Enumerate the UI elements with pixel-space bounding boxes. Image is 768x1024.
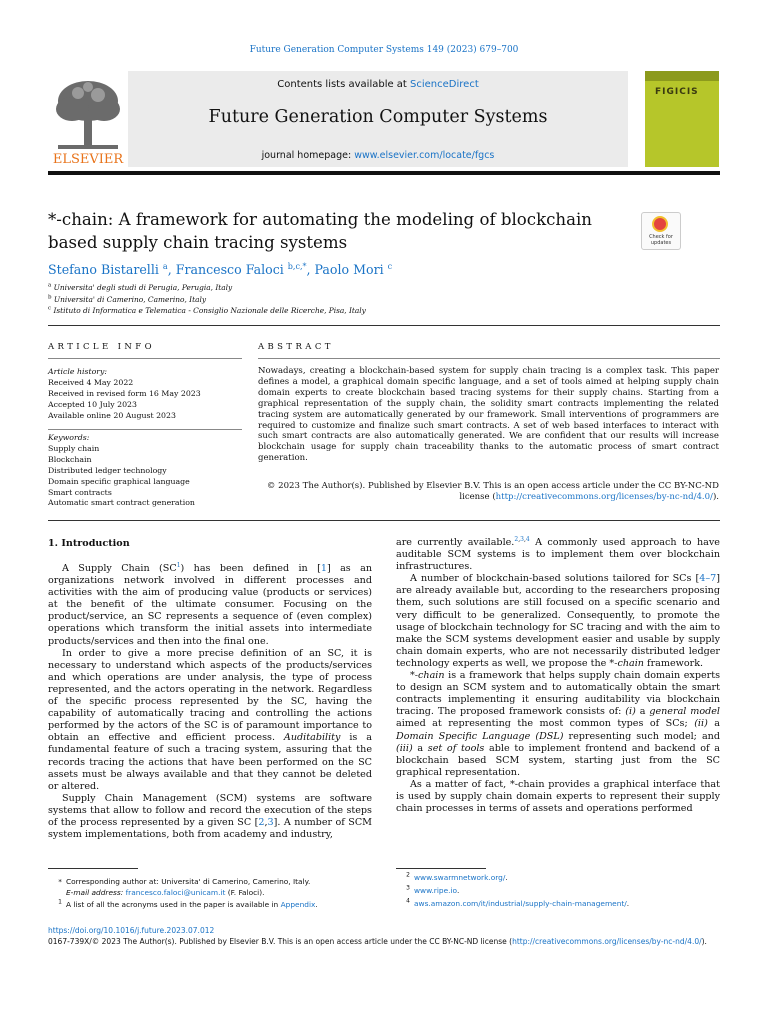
history-item: Accepted 10 July 2023 <box>48 399 137 409</box>
footnote-link[interactable]: www.swarmnetwork.org/ <box>414 873 506 882</box>
body-column-left <box>48 563 372 841</box>
affiliation-item: $^b$ Universita' di Camerino, Camerino, Italy <box>48 294 207 304</box>
author-affiliation-mark: a <box>162 261 168 271</box>
license-link[interactable]: http://creativecommons.org/licenses/by-nc-nd/4.0/ <box>512 937 702 946</box>
author-list: Stefano Bistarelli $^a$, Francesco Faloci $^{b,c,*}$, Paolo Mori $^c$ <box>48 261 393 277</box>
cover-top-strip <box>645 71 719 81</box>
affiliation-item: $^a$ Universita' degli studi di Perugia, Perugia, Italy <box>48 282 233 292</box>
issn-license-line: 0167-739X/© 2023 The Author(s). Published by Elsevier B.V. This is an open access article under the CC BY-NC-ND license (http://creativecommons.org/licenses/by-nc-nd/4.0/). <box>48 937 707 946</box>
author-link[interactable]: Paolo Mori <box>314 262 384 277</box>
header-rule <box>48 171 720 175</box>
history-item: Received 4 May 2022 <box>48 377 134 387</box>
footnotes-right <box>396 872 720 911</box>
footnote-rule <box>48 868 138 869</box>
abstract-heading: ABSTRACT <box>258 342 334 352</box>
footnote-ref[interactable]: 4 <box>525 535 530 543</box>
abstract-copyright: © 2023 The Author(s). Published by Elsevier B.V. This is an open access article under the CC BY-NC-ND license (http://creativecommons.org/licenses/by-nc-nd/4.0/). <box>266 481 719 502</box>
crossmark-icon <box>652 216 668 232</box>
keywords <box>48 433 242 509</box>
keyword-item: Distributed ledger technology <box>48 465 167 475</box>
footnote-link[interactable]: aws.amazon.com/it/industrial/supply-chain-management/ <box>414 898 627 908</box>
crossmark-label: Check for updates <box>649 234 673 246</box>
footnote-item: $^4$ aws.amazon.com/it/industrial/supply-chain-management/. <box>406 897 630 908</box>
elsevier-logo <box>48 71 128 167</box>
footnotes-left <box>48 876 372 910</box>
keyword-item: Domain specific graphical language <box>48 476 190 486</box>
footnote-item: * Corresponding author at: Universita' di Camerino, Camerino, Italy. <box>58 877 311 886</box>
article-history <box>48 367 242 422</box>
footnote-rule <box>396 868 486 869</box>
keyword-item: Automatic smart contract generation <box>48 498 195 508</box>
footnote-item: E-mail address: francesco.faloci@unicam.it (F. Faloci). <box>66 888 265 898</box>
divider <box>258 358 720 359</box>
divider <box>48 429 242 430</box>
paragraph: As a matter of fact, *-chain provides a graphical interface that is used by supply chain domain experts to represent their supply chain processes in terms of assets and operations performed <box>396 778 720 815</box>
cover-title: FIGICIS <box>655 87 699 97</box>
author-link[interactable]: Francesco Faloci <box>175 262 284 277</box>
history-item: Available online 20 August 2023 <box>48 410 176 420</box>
history-item: Received in revised form 16 May 2023 <box>48 388 201 398</box>
keyword-item: Smart contracts <box>48 487 112 497</box>
paragraph: A number of blockchain-based solutions tailored for SCs [4–7] are already available but, according to the researchers proposing them, such solutions are still focused on a specific scenario and very difficult to be generalized. Consequently, to promote the usage of blockchain technology for SC tracing and with the aim to make the SCM systems development easier and usable by supply chain domain experts, who are not necessarily distributed ledger technology experts as well, we propose the *-chain framework. <box>396 573 720 669</box>
divider <box>48 520 720 521</box>
footnote-item: $^2$ www.swarmnetwork.org/. <box>406 871 508 882</box>
affiliation-item: $^c$ Istituto di Informatica e Telematica - Consiglio Nazionale delle Ricerche, Pisa, Italy <box>48 305 366 315</box>
journal-title: Future Generation Computer Systems <box>208 107 548 127</box>
affiliations <box>48 282 366 317</box>
paragraph: A Supply Chain $(SC^1)$ has been defined in [1] as an organizations network involved in different processes and activities with the aim of producing value (products or services) at the benefit of the ultimate consumer. Focusing on the product/service, an SC represents a sequence of (even complex) operations which transform the initial assets into intermediate products/services and then into the final one. <box>48 561 372 647</box>
divider <box>48 325 720 326</box>
license-link[interactable]: http://creativecommons.org/licenses/by-nc-nd/4.0/ <box>495 491 713 502</box>
footnote-ref[interactable]: 2 <box>514 535 519 543</box>
citation-link[interactable]: 1 <box>320 563 327 574</box>
homepage-line: journal homepage: www.elsevier.com/locate/fgcs <box>261 150 495 161</box>
body-column-right <box>396 537 720 815</box>
author-affiliation-mark: b,c,* <box>287 261 307 271</box>
citation-link[interactable]: 3 <box>267 816 274 828</box>
keyword-item: Blockchain <box>48 454 92 464</box>
article-info-heading: ARTICLE INFO <box>48 342 155 352</box>
footnote-ref[interactable]: 3 <box>520 535 524 543</box>
paragraph: In order to give a more precise definition of an SC, it is necessary to understand which aspects of the products/services and which operations are under analysis, the type of process represented, and the actors operating in the network. Regardless of the specific process represented by the SC, having the capability of automatically tracing and controlling the actions performed by the actors of the SC is of paramount importance to obtain an effective and efficient process. Auditability is a fundamental feature of such a tracing system, assuring that the records tracing the actions that have been performed on the SC assets must be always available and that they cannot be deleted or altered. <box>48 647 372 792</box>
keywords-label: Keywords: <box>48 433 90 442</box>
footnote-ref[interactable]: 1 <box>176 561 181 569</box>
article-title: *-chain: A framework for automating the modeling of blockchain based supply chain tracing systems <box>48 210 592 252</box>
contents-line: Contents lists available at ScienceDirect <box>277 79 479 90</box>
doi-link[interactable]: https://doi.org/10.1016/j.future.2023.07.012 <box>48 926 215 935</box>
history-label: Article history: <box>48 367 108 376</box>
homepage-link[interactable]: www.elsevier.com/locate/fgcs <box>354 150 495 161</box>
paragraph: are currently available.$^{2,3,4}$ A commonly used approach to have auditable SCM systems is to implement them over blockchain infrastructures. <box>396 535 720 573</box>
citation-link[interactable]: 2 <box>258 816 265 828</box>
abstract-body: Nowadays, creating a blockchain-based system for supply chain tracing is a complex task. This paper defines a model, a graphical domain specific language, and a set of tools aimed at helping supply chain domain experts to create blockchain based tracing systems for their supply chains. Starting from a graphical representation of the supply chain, the solidity smart contracts implementing the related tracing system are automatically generated by our framework. Small interventions of programmers are required to customize and finalize such smart contracts. A set of web based interfaces to interact with such smart contracts are also automatically generated. We are confident that our results will increase blockchain usage for supply chain traceability thanks to the automatic process of smart contract generation. <box>258 366 719 464</box>
sciencedirect-link[interactable]: ScienceDirect <box>410 79 479 90</box>
check-for-updates-badge[interactable] <box>641 212 681 250</box>
section-heading: 1. Introduction <box>48 538 130 549</box>
divider <box>48 358 242 359</box>
email-link[interactable]: francesco.faloci@unicam.it <box>125 888 226 898</box>
paragraph: *-chain is a framework that helps supply chain domain experts to design an SCM system and to automatically obtain the smart contracts implementing it ensuring auditability via blockchain tracing. The proposed framework consists of: (i) a general model aimed at representing the most common types of SCs; (ii) a Domain Specific Language (DSL) representing such model; and (iii) a set of tools able to implement frontend and backend of a blockchain based SCM system, starting just from the SC graphical representation. <box>396 670 721 778</box>
citation-link[interactable]: 4–7 <box>699 573 717 585</box>
journal-reference[interactable]: Future Generation Computer Systems 149 (2023) 679–700 <box>249 45 519 55</box>
journal-cover-image <box>645 71 719 167</box>
footnote-item: $^1$ A list of all the acronyms used in the paper is available in Appendix. <box>58 898 318 909</box>
appendix-link[interactable]: Appendix <box>280 899 316 909</box>
author-link[interactable]: Stefano Bistarelli <box>48 262 159 277</box>
footnote-link[interactable]: www.ripe.io <box>414 885 457 895</box>
author-affiliation-mark: c <box>387 261 393 271</box>
keyword-item: Supply chain <box>48 443 100 453</box>
elsevier-wordmark: ELSEVIER <box>52 152 124 167</box>
footnote-item: $^3$ www.ripe.io. <box>406 884 460 895</box>
paragraph: Supply Chain Management (SCM) systems are software systems that allow to follow and record the execution of the steps of the process represented by a given SC [2,3]. A number of SCM system implementations, both from academy and industry, <box>48 792 372 841</box>
